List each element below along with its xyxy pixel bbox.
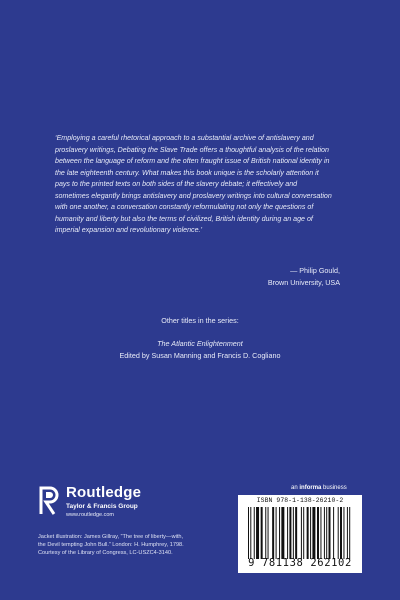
barcode-bar: [349, 507, 350, 559]
informa-business-label: [291, 485, 347, 491]
quote-affiliation: Brown University, USA: [267, 277, 340, 287]
quote-line: humanity and liberty but also the terms of civilized, British identity during an age of: [55, 214, 313, 223]
barcode-bar: [256, 507, 259, 559]
barcode-bar: [272, 507, 274, 559]
quote-attribution: [180, 265, 340, 288]
barcode-bar: [281, 507, 284, 559]
barcode-bar: [254, 507, 255, 559]
barcode-bar: [293, 507, 294, 559]
barcode-panel: [238, 495, 362, 573]
quote-line: proslavery writings, Debating the Slave Trade offers a thoughtful analysis of the relation: [55, 145, 329, 154]
publisher-name: Routledge: [66, 484, 142, 501]
series-heading: Other titles in the series:: [161, 316, 239, 325]
isbn-number: ISBN 978-1-138-26210-2: [256, 497, 344, 504]
publisher-url: www.routledge.com: [66, 512, 114, 518]
jacket-line: Courtesy of the Library of Congress, LC-USZC4-3140.: [38, 550, 173, 556]
barcode-bar: [329, 507, 331, 559]
barcode-bar: [287, 507, 288, 559]
endorsement-quote: [55, 133, 355, 237]
barcode-bar: [295, 507, 297, 559]
quote-line: with one another, a conversation constantly reformulating not only the questions of: [55, 203, 314, 211]
barcode-bar: [320, 507, 321, 559]
quote-line: the late eighteenth century. What makes this book unique is the scholarly attention it: [55, 168, 319, 177]
quote-author: — Philip Gould,: [290, 266, 340, 275]
jacket-credit: [38, 533, 218, 557]
barcode-bar: [310, 507, 311, 559]
barcode-bar: [289, 507, 291, 559]
barcode-bar: [276, 507, 277, 559]
informa-prefix: an: [291, 485, 298, 491]
barcode-bar: [317, 507, 319, 559]
barcode-bar: [301, 507, 302, 559]
barcode-bar: [268, 507, 269, 559]
barcode-bar: [307, 507, 309, 559]
jacket-line: the Devil tempting John Bull.” London: H. Humphrey, 1798.: [38, 542, 184, 548]
barcode-bar: [340, 507, 342, 559]
quote-line: ‘Employing a careful rhetorical approach to a substantial archive of antislavery and: [55, 134, 314, 142]
informa-suffix: business: [323, 485, 347, 491]
quote-line: between the language of reform and the often fraught issue of British national identity in: [55, 157, 330, 165]
publisher-group: Taylor & Francis Group: [66, 503, 138, 510]
series-title: The Atlantic Enlightenment: [157, 339, 243, 348]
quote-line: pays to the printed texts on both sides of the slavery debate; it effectively and: [55, 180, 298, 188]
routledge-mark-icon: [38, 484, 62, 516]
informa-name: informa: [299, 485, 322, 491]
routledge-logo: [38, 484, 218, 524]
barcode-bar: [338, 507, 339, 559]
barcode-bar: [333, 507, 334, 559]
barcode-bar: [279, 507, 280, 559]
barcode-bar: [250, 507, 251, 559]
barcode-bar: [326, 507, 327, 559]
barcode-icon: [248, 507, 352, 559]
barcode-bar: [324, 507, 325, 559]
series-editors: Edited by Susan Manning and Francis D. Cogliano: [119, 351, 281, 360]
barcode-bar: [261, 507, 263, 559]
barcode-bar: [248, 507, 249, 559]
barcode-bar: [347, 507, 348, 559]
ean-number: 9 781138 262102: [248, 557, 352, 569]
quote-line: imperial expansion and revolutionary violence.’: [55, 226, 203, 234]
barcode-bar: [312, 507, 315, 559]
quote-line: sometimes elegantly brings antislavery and proslavery writings into cultural conversation: [55, 191, 332, 200]
barcode-bar: [303, 507, 304, 559]
barcode-bar: [343, 507, 344, 559]
barcode-bar: [265, 507, 266, 559]
jacket-line: Jacket illustration: James Gillray, “The tree of liberty—with,: [38, 534, 184, 540]
